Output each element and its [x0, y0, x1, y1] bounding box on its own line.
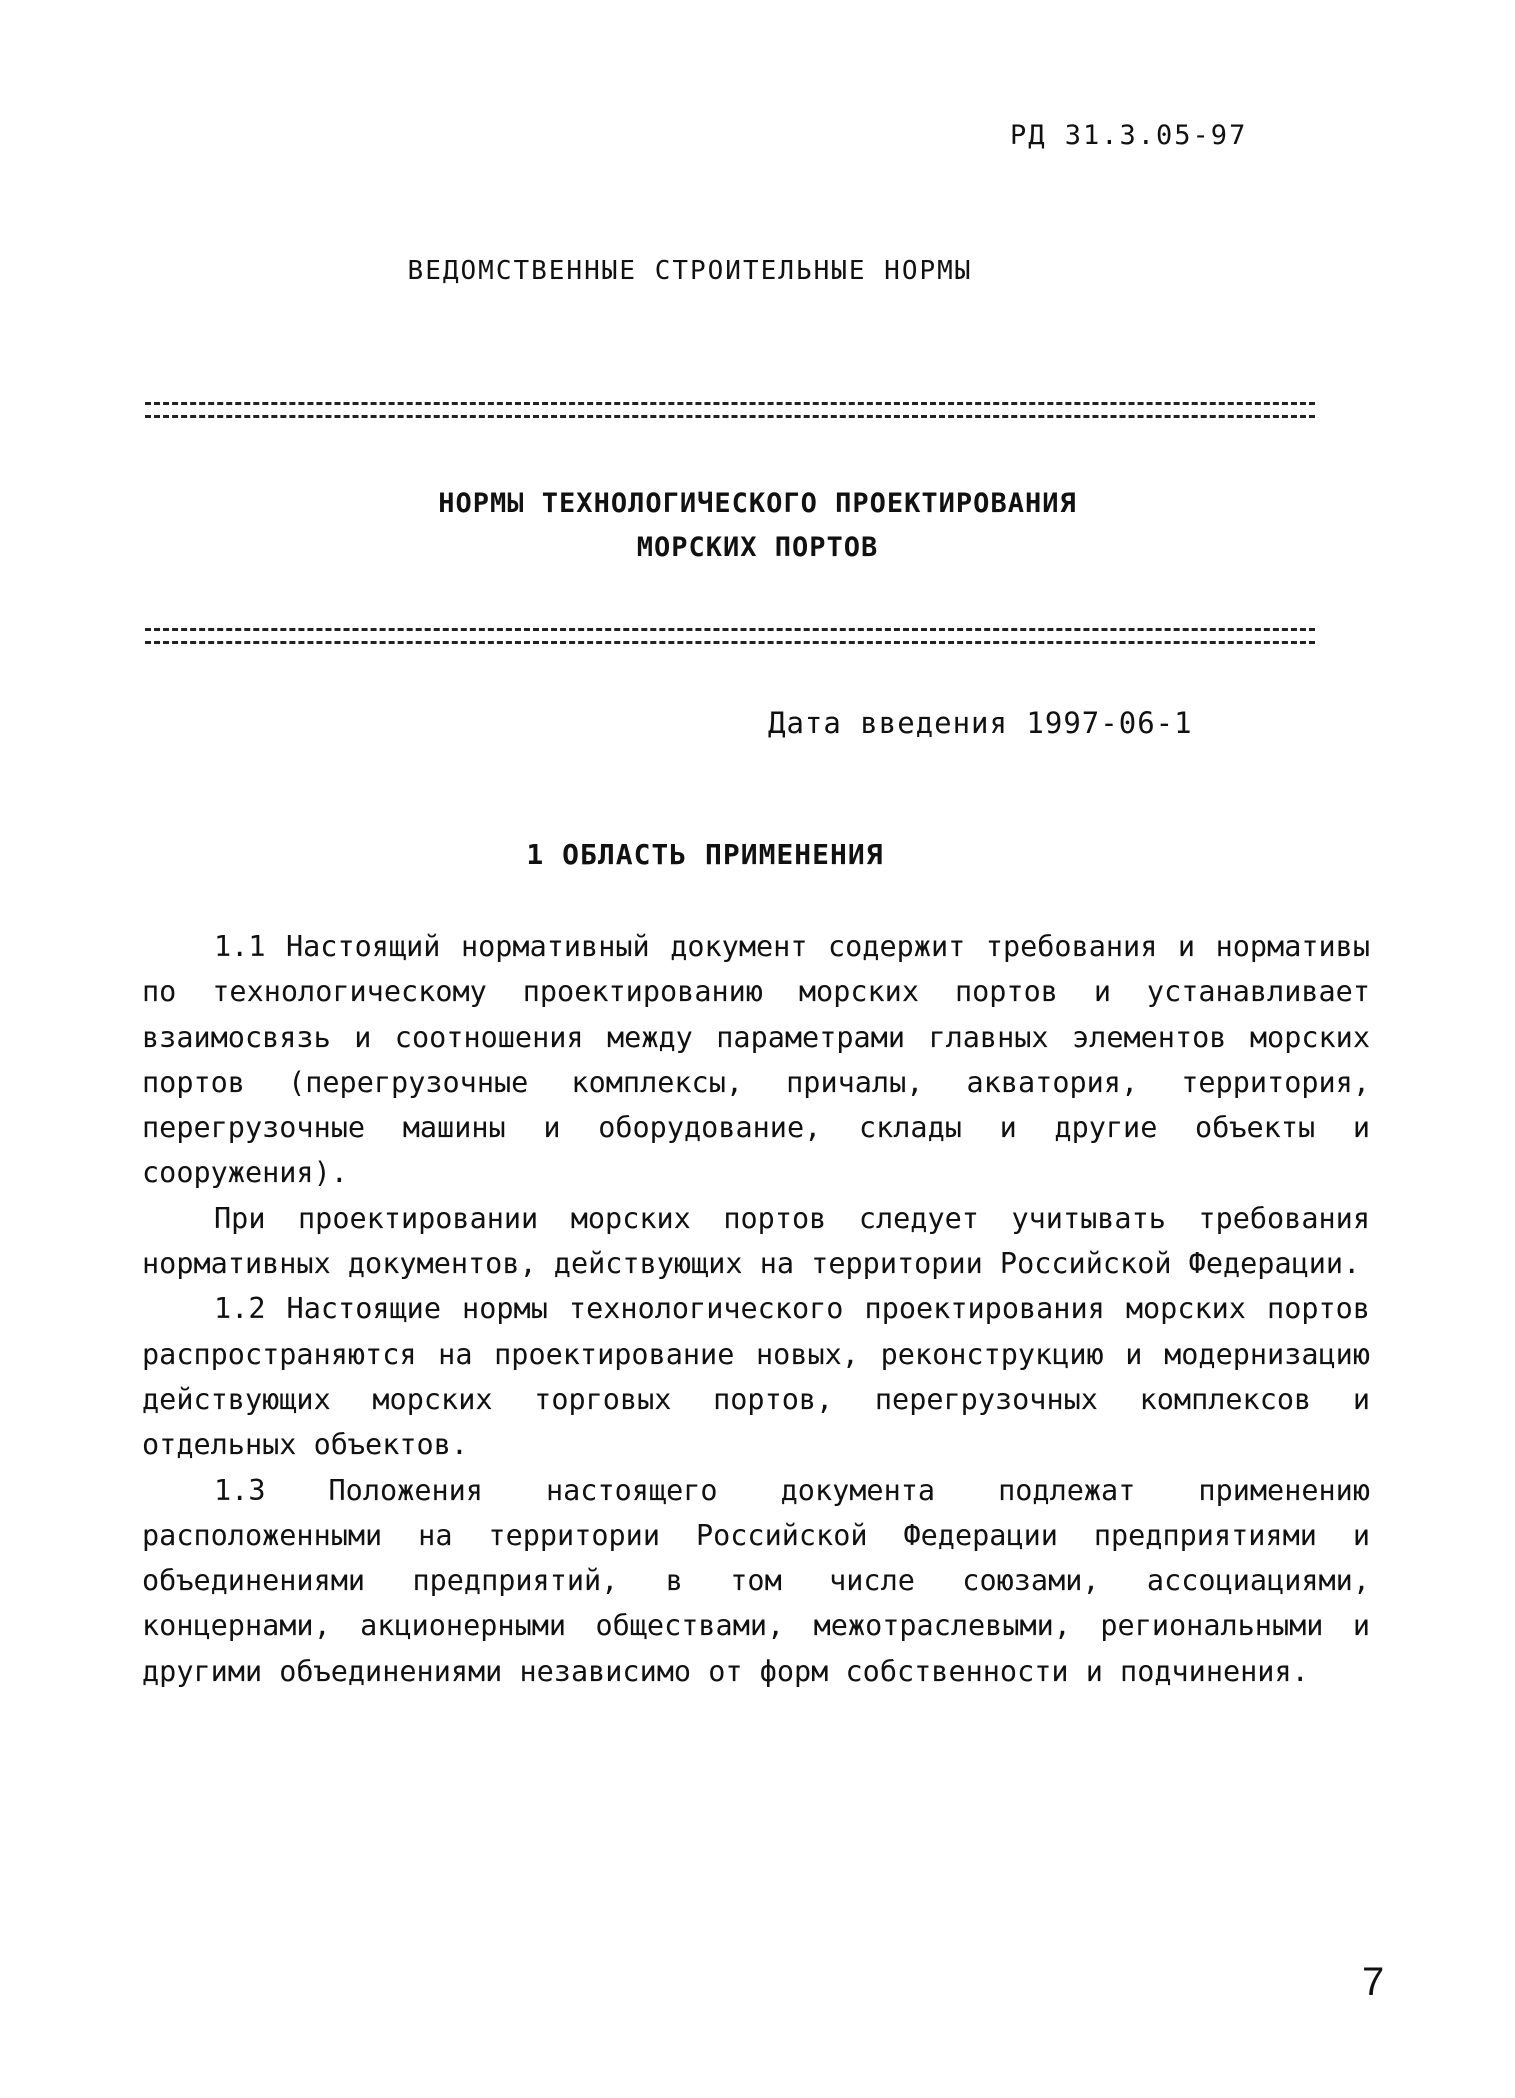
- document-title: [0, 482, 1515, 570]
- document-title-line-2: МОРСКИХ ПОРТОВ: [636, 532, 879, 563]
- document-header: ВЕДОМСТВЕННЫЕ СТРОИТЕЛЬНЫЕ НОРМЫ: [407, 256, 973, 286]
- document-title-line-1: НОРМЫ ТЕХНОЛОГИЧЕСКОГО ПРОЕКТИРОВАНИЯ: [438, 488, 1077, 519]
- paragraph-1-2: 1.2 Настоящие нормы технологического проектирования морских портов распространяются на проектирование новых, реконструкцию и модернизацию действующих морских торговых портов, перегрузочных комплексов и отдельных объектов.: [142, 1292, 1370, 1462]
- double-rule-bottom: [145, 628, 1315, 644]
- section-heading: 1 ОБЛАСТЬ ПРИМЕНЕНИЯ: [526, 838, 884, 871]
- body-text: [142, 924, 1370, 1694]
- paragraph-1-3: 1.3 Положения настоящего документа подлежат применению расположенными на территории Российской Федерации предприятиями и объединениями предприятий, в том числе союзами, ассоциациями, концернами, акционерными обществами, межотраслевыми, региональными и другими объединениями независимо от форм собственности и подчинения.: [142, 1473, 1370, 1688]
- paragraph-1-1-continued: При проектировании морских портов следует учитывать требования нормативных документов, действующих на территории Российской Федерации.: [142, 1201, 1370, 1281]
- double-rule-top: [145, 402, 1315, 418]
- document-code: РД 31.3.05-97: [1010, 120, 1248, 151]
- introduction-date: Дата введения 1997-06-1: [768, 706, 1193, 740]
- page-number: 7: [1362, 1960, 1385, 2004]
- paragraph-1-1: 1.1 Настоящий нормативный документ содержит требования и нормативы по технологическому проектированию морских портов и устанавливает взаимосвязь и соотношения между параметрами главных элементов морских портов (перегрузочные комплексы, причалы, акватория, территория, перегрузочные машины и оборудование, склады и другие объекты и сооружения).: [142, 930, 1370, 1190]
